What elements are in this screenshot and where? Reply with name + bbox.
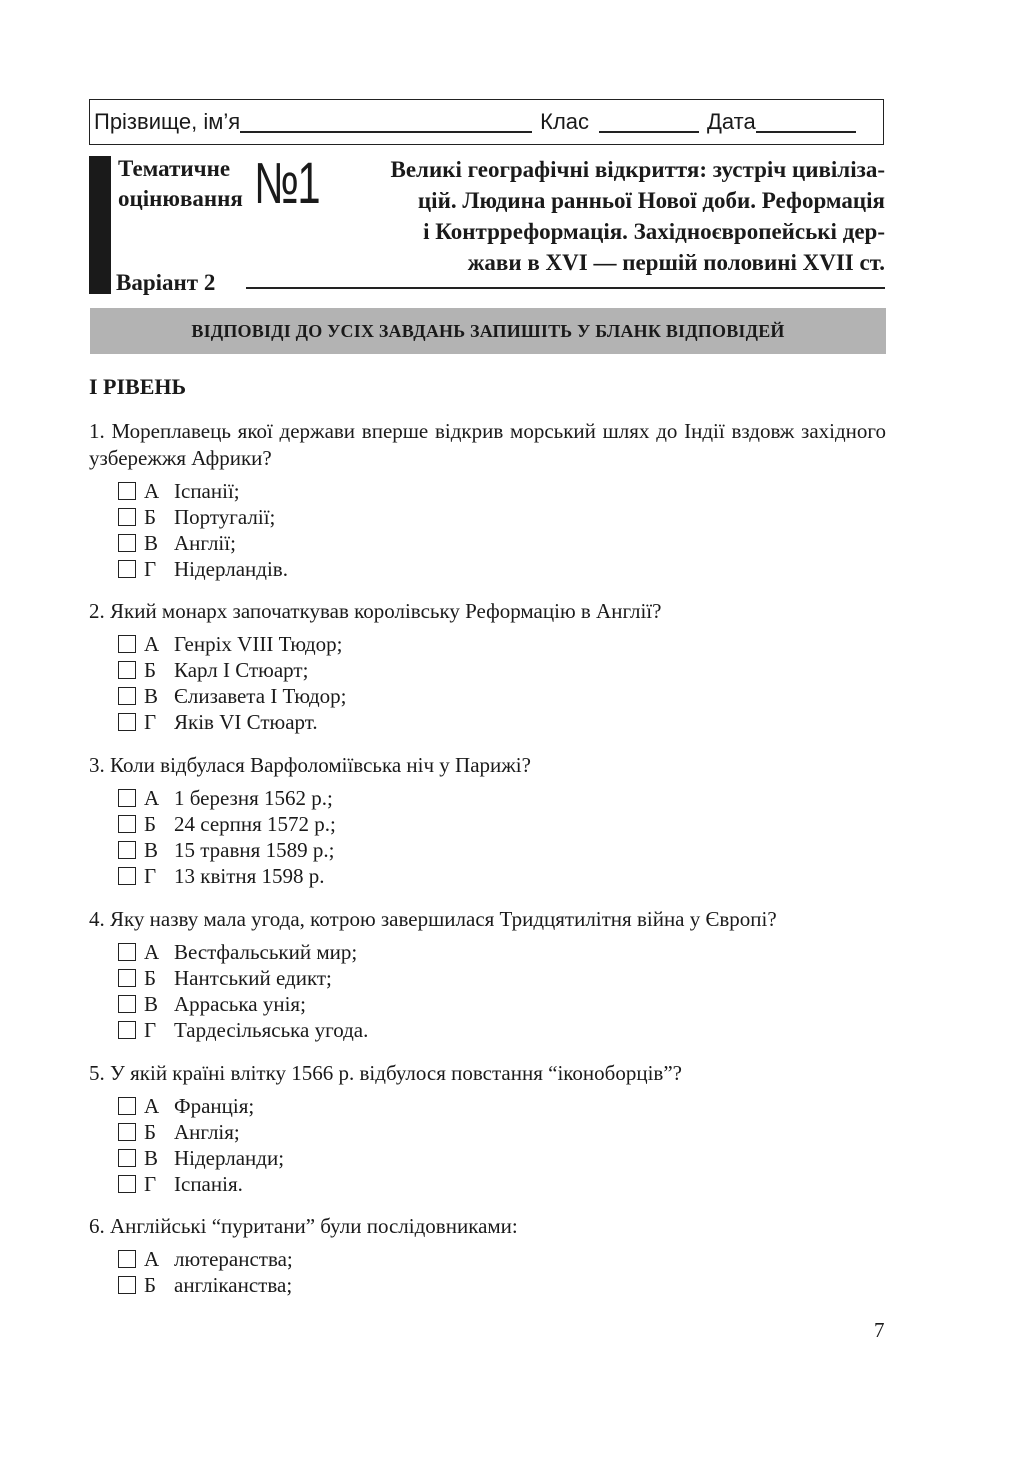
checkbox[interactable]: [118, 1097, 136, 1115]
option-letter: Г: [144, 556, 157, 581]
title-line-1: Великі географічні відкриття: зустріч цивіліза-: [390, 157, 885, 182]
option-letter: А: [144, 785, 160, 810]
option-b[interactable]: [118, 1272, 886, 1298]
assessment-title: [350, 154, 885, 278]
title-line-2: цій. Людина ранньої Нової доби. Реформація: [417, 188, 885, 213]
checkbox[interactable]: [118, 534, 136, 552]
option-letter: Б: [144, 965, 157, 990]
option-text: Англія;: [174, 1119, 240, 1144]
checkbox[interactable]: [118, 1149, 136, 1167]
question-text: 2. Який монарх започаткував королівську Реформацію в Англії?: [89, 599, 662, 623]
assessment-number: №1: [254, 151, 320, 216]
option-b[interactable]: [118, 504, 886, 530]
question-3: [89, 752, 886, 889]
question-6: [89, 1213, 886, 1298]
option-a[interactable]: [118, 478, 886, 504]
date-field[interactable]: [756, 111, 856, 133]
option-text: Англії;: [174, 530, 236, 555]
option-text: Нантський едикт;: [174, 965, 332, 990]
checkbox[interactable]: [118, 1250, 136, 1268]
option-text: Єлизавета I Тюдор;: [174, 683, 347, 708]
option-d[interactable]: [118, 863, 886, 889]
page-number: 7: [874, 1318, 885, 1342]
option-letter: Г: [144, 1171, 157, 1196]
checkbox[interactable]: [118, 867, 136, 885]
level-heading: І РІВЕНЬ: [89, 374, 187, 399]
option-text: 24 серпня 1572 р.;: [174, 811, 336, 836]
options-list: [89, 1246, 886, 1298]
option-d[interactable]: [118, 709, 886, 735]
title-line-4: жави в XVI — першій половині XVII ст.: [467, 250, 885, 275]
option-text: лютеранства;: [174, 1246, 293, 1271]
option-text: Арраська унія;: [174, 991, 306, 1016]
option-b[interactable]: [118, 811, 886, 837]
option-a[interactable]: [118, 1093, 886, 1119]
question-text: 5. У якій країні влітку 1566 р. відбулося повстання “іконоборців”?: [89, 1061, 682, 1085]
option-letter: А: [144, 1093, 160, 1118]
options-list: [89, 1093, 886, 1197]
option-letter: В: [144, 1145, 159, 1170]
option-b[interactable]: [118, 965, 886, 991]
option-letter: Б: [144, 811, 157, 836]
option-letter: Г: [144, 863, 157, 888]
checkbox[interactable]: [118, 1123, 136, 1141]
option-text: Карл I Стюарт;: [174, 657, 309, 682]
question-2: [89, 598, 886, 735]
option-letter: Г: [144, 709, 157, 734]
option-letter: Б: [144, 1272, 157, 1297]
option-text: Тардесільяська угода.: [174, 1017, 369, 1042]
option-b[interactable]: [118, 1119, 886, 1145]
option-text: Генріх VIII Тюдор;: [174, 631, 343, 656]
option-a[interactable]: [118, 631, 886, 657]
theme-label: [118, 154, 243, 214]
option-c[interactable]: [118, 991, 886, 1017]
checkbox[interactable]: [118, 1175, 136, 1193]
checkbox[interactable]: [118, 713, 136, 731]
option-b[interactable]: [118, 657, 886, 683]
option-letter: А: [144, 1246, 160, 1271]
instructions-banner: ВІДПОВІДІ ДО УСІХ ЗАВДАНЬ ЗАПИШІТЬ У БЛАНК ВІДПОВІДЕЙ: [90, 308, 886, 354]
option-c[interactable]: [118, 530, 886, 556]
option-letter: А: [144, 631, 160, 656]
options-list: [89, 939, 886, 1043]
name-label: Прізвище, ім’я: [94, 109, 241, 134]
option-text: Іспанії;: [174, 478, 240, 503]
class-label: Клас: [540, 109, 590, 134]
class-field[interactable]: [599, 111, 699, 133]
option-letter: В: [144, 837, 159, 862]
checkbox[interactable]: [118, 841, 136, 859]
option-a[interactable]: [118, 939, 886, 965]
variant-label: Варіант 2: [116, 270, 216, 295]
option-text: Вестфальський мир;: [174, 939, 358, 964]
option-a[interactable]: [118, 785, 886, 811]
question-text: 1. Мореплавець якої держави вперше відкрив морський шлях до Індії вздовж західного узбережжя Африки?: [89, 419, 886, 470]
option-letter: Б: [144, 1119, 157, 1144]
checkbox[interactable]: [118, 995, 136, 1013]
theme-label-line-2: оцінювання: [118, 186, 243, 211]
student-info-box: [89, 99, 884, 145]
option-letter: А: [144, 478, 160, 503]
option-text: англіканства;: [174, 1272, 293, 1297]
option-d[interactable]: [118, 556, 886, 582]
question-text: 6. Англійські “пуритани” були послідовниками:: [89, 1214, 518, 1238]
option-text: Яків VI Стюарт.: [174, 709, 318, 734]
option-text: Іспанія.: [174, 1171, 243, 1196]
question-1: [89, 418, 886, 582]
option-letter: Б: [144, 504, 157, 529]
question-text: 3. Коли відбулася Варфоломіївська ніч у Парижі?: [89, 753, 531, 777]
title-line-3: і Контрреформація. Західноєвропейські дер-: [423, 219, 885, 244]
question-5: [89, 1060, 886, 1197]
option-text: Нідерландів.: [174, 556, 288, 581]
options-list: [89, 631, 886, 735]
question-4: [89, 906, 886, 1043]
option-text: Португалії;: [174, 504, 276, 529]
option-letter: В: [144, 683, 159, 708]
theme-label-line-1: Тематичне: [118, 156, 231, 181]
checkbox[interactable]: [118, 815, 136, 833]
checkbox[interactable]: [118, 508, 136, 526]
option-text: Нідерланди;: [174, 1145, 285, 1170]
date-label: Дата: [707, 109, 756, 134]
checkbox[interactable]: [118, 635, 136, 653]
checkbox[interactable]: [118, 482, 136, 500]
checkbox[interactable]: [118, 789, 136, 807]
option-c[interactable]: [118, 837, 886, 863]
checkbox[interactable]: [118, 969, 136, 987]
option-c[interactable]: [118, 683, 886, 709]
option-c[interactable]: [118, 1145, 886, 1171]
header-accent-bar: [89, 156, 111, 294]
question-text: 4. Яку назву мала угода, котрою завершилася Тридцятилітня війна у Європі?: [89, 907, 777, 931]
option-text: 15 травня 1589 р.;: [174, 837, 335, 862]
option-a[interactable]: [118, 1246, 886, 1272]
checkbox[interactable]: [118, 943, 136, 961]
option-text: 13 квітня 1598 р.: [174, 863, 325, 888]
option-letter: Б: [144, 657, 157, 682]
variant-rule: [246, 287, 885, 289]
option-d[interactable]: [118, 1171, 886, 1197]
checkbox[interactable]: [118, 687, 136, 705]
option-text: Франція;: [174, 1093, 255, 1118]
option-d[interactable]: [118, 1017, 886, 1043]
option-letter: Г: [144, 1017, 157, 1042]
option-letter: В: [144, 530, 159, 555]
options-list: [89, 785, 886, 889]
checkbox[interactable]: [118, 1276, 136, 1294]
option-letter: А: [144, 939, 160, 964]
options-list: [89, 478, 886, 582]
option-letter: В: [144, 991, 159, 1016]
checkbox[interactable]: [118, 560, 136, 578]
name-field[interactable]: [240, 111, 532, 133]
option-text: 1 березня 1562 р.;: [174, 785, 333, 810]
checkbox[interactable]: [118, 661, 136, 679]
checkbox[interactable]: [118, 1021, 136, 1039]
